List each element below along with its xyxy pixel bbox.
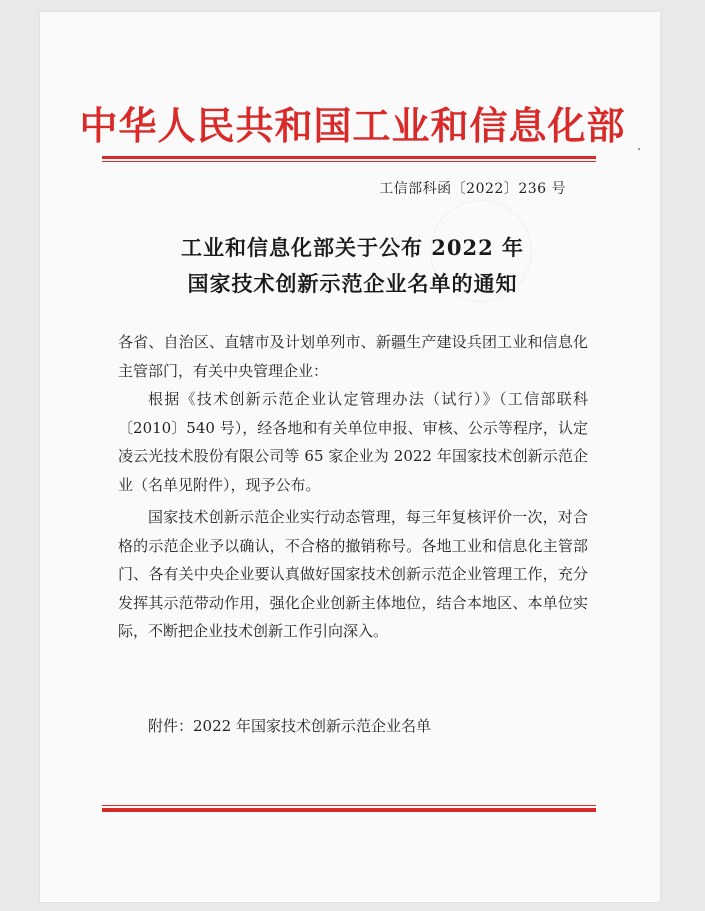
footer-rule-thick bbox=[102, 808, 596, 812]
footer-rule-thin bbox=[102, 805, 596, 806]
document-title-line-1: 工业和信息化部关于公布 2022 年 bbox=[180, 235, 525, 260]
letterhead-rule-thick bbox=[102, 156, 596, 159]
addressee-paragraph: 各省、自治区、直辖市及计划单列市、新疆生产建设兵团工业和信息化主管部门，有关中央管理企业： bbox=[118, 333, 588, 380]
document-title-line-2: 国家技术创新示范企业名单的通知 bbox=[187, 271, 518, 296]
letterhead-rule-thin bbox=[102, 161, 596, 162]
body-paragraph-2: 国家技术创新示范企业实行动态管理，每三年复核评价一次，对合格的示范企业予以确认，不合格的撤销称号。各地工业和信息化主管部门、各有关中央企业要认真做好国家技术创新示范企业管理工作，充分发挥其示范带动作用，强化企业创新主体地位，结合本地区、本单位实际，不断把企业技术创新工作引向深入。 bbox=[118, 508, 588, 640]
attachment-line: 附件：2022 年国家技术创新示范企业名单 bbox=[148, 717, 431, 735]
letterhead-title: 中华人民共和国工业和信息化部 bbox=[79, 104, 626, 148]
body-paragraph-1: 根据《技术创新示范企业认定管理办法（试行）》（工信部联科〔2010〕540 号），经各地和有关单位申报、审核、公示等程序，认定凌云光技术股份有限公司等 65 家企业为 2022 年国家技术创新示范企业（名单见附件），现予公布。 bbox=[118, 390, 588, 494]
document-number: 工信部科函〔2022〕236 号 bbox=[379, 181, 566, 197]
